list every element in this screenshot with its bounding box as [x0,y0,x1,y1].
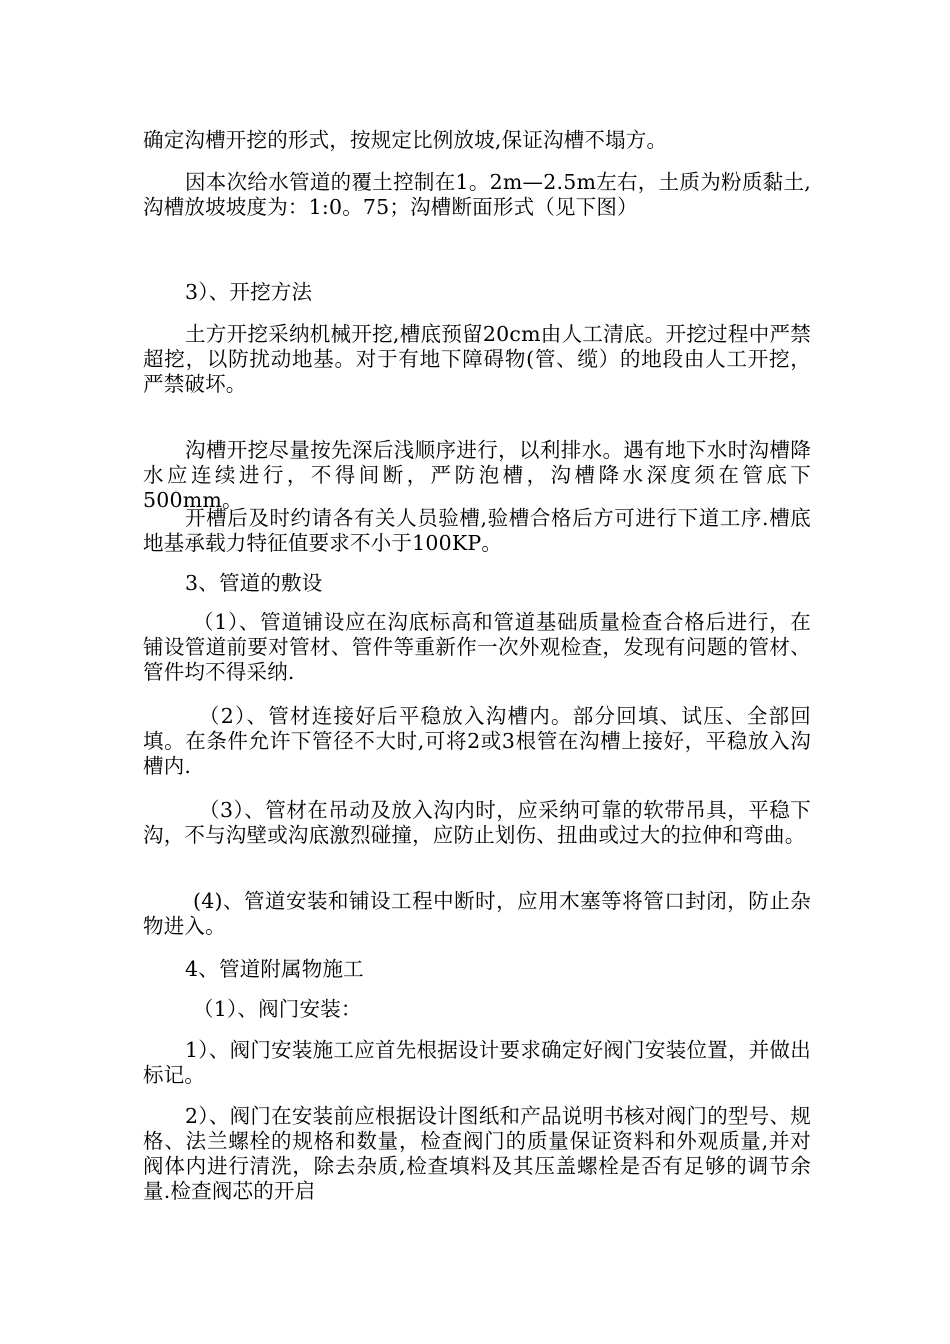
paragraph-valve-1: 1）、阀门安装施工应首先根据设计要求确定好阀门安装位置，并做出标记。 [143,1038,811,1087]
paragraph-laying-1: （1）、管道铺设应在沟底标高和管道基础质量检查合格后进行，在铺设管道前要对管材、管件等重新作一次外观检查，发现有问题的管材、管件均不得采纳. [143,610,811,684]
paragraph-excavation-machine: 土方开挖采纳机械开挖,槽底预留20cm由人工清底。开挖过程中严禁超挖，以防扰动地基。对于有地下障碍物(管、缆）的地段由人工开挖，严禁破坏。 [143,322,811,396]
heading-pipe-laying: 3、管道的敷设 [185,571,323,595]
paragraph-trench-form: 确定沟槽开挖的形式，按规定比例放坡,保证沟槽不塌方。 [143,128,668,152]
heading-pipe-accessories: 4、管道附属物施工 [185,957,364,981]
paragraph-drainage: 沟槽开挖尽量按先深后浅顺序进行，以利排水。遇有地下水时沟槽降水应连续进行，不得间断，严防泡槽，沟槽降水深度须在管底下500mm。 [143,438,811,512]
heading-valve-installation: （1）、阀门安装： [193,997,362,1021]
paragraph-laying-2: （2）、管材连接好后平稳放入沟槽内。部分回填、试压、全部回填。在条件允许下管径不大时,可将2或3根管在沟槽上接好，平稳放入沟槽内. [143,704,811,778]
paragraph-laying-3: （3）、管材在吊动及放入沟内时，应采纳可靠的软带吊具，平稳下沟，不与沟壁或沟底激烈碰撞，应防止划伤、扭曲或过大的拉伸和弯曲。 [143,798,811,847]
paragraph-laying-4: (4)、管道安装和铺设工程中断时，应用木塞等将管口封闭，防止杂物进入。 [143,889,811,938]
paragraph-trench-inspection: 开槽后及时约请各有关人员验槽,验槽合格后方可进行下道工序.槽底地基承载力特征值要求不小于100KP。 [143,506,811,555]
heading-excavation-method: 3）、开挖方法 [185,280,313,304]
paragraph-valve-2: 2）、阀门在安装前应根据设计图纸和产品说明书核对阀门的型号、规格、法兰螺栓的规格和数量，检查阀门的质量保证资料和外观质量,并对阀体内进行清洗，除去杂质,检查填料及其压盖螺栓是否有足够的调节余量.检查阀芯的开启 [143,1104,811,1203]
paragraph-cover-soil: 因本次给水管道的覆土控制在1。2m—2.5m左右，土质为粉质黏土,沟槽放坡坡度为：1:0。75；沟槽断面形式（见下图） [143,170,811,219]
